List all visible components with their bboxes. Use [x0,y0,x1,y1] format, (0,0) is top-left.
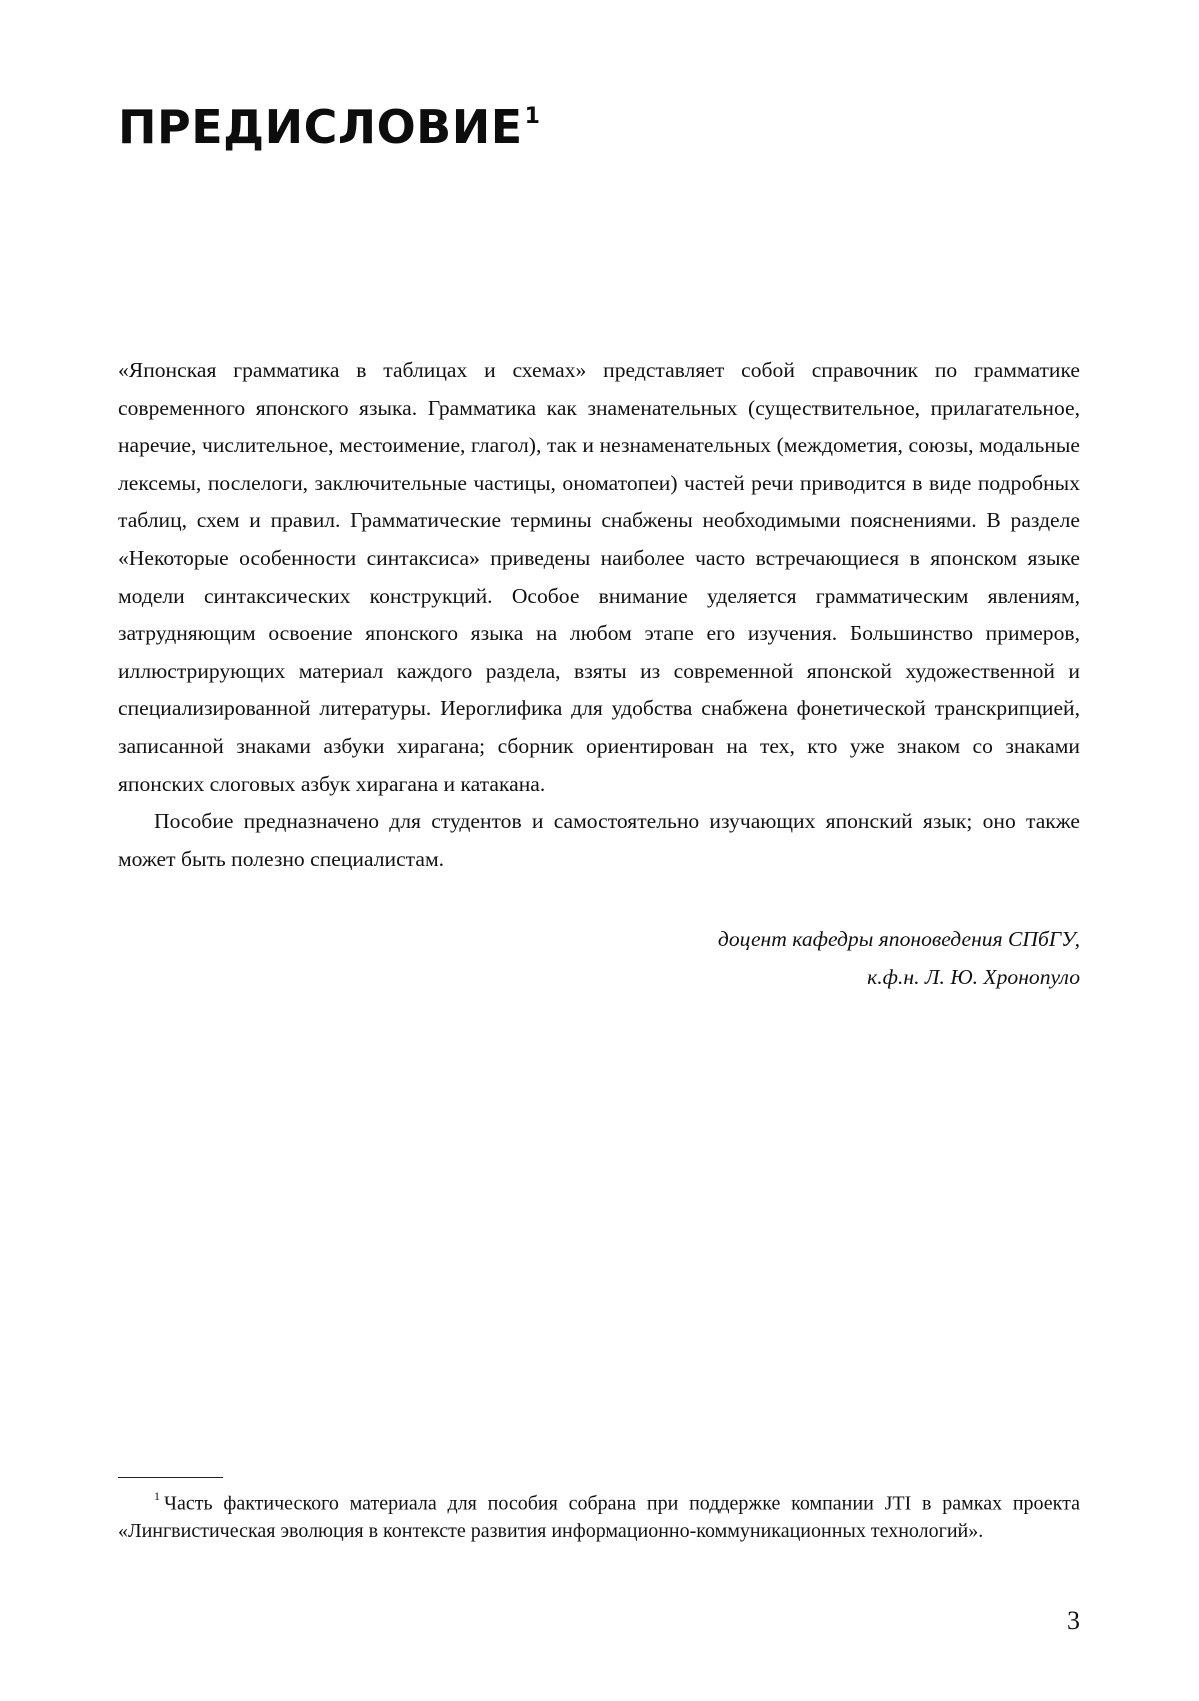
footnote-reference: 1 [524,103,541,129]
preface-paragraph-1: «Японская грамматика в таблицах и схемах» представляет собой справочник по грамматике современного японского языка. Грамматика как знаменательных (существительное, прилагательное, наречие, числительное, местоимение, глагол), так и незнаменательных (междометия, союзы, модальные лексемы, послелоги, заключительные частицы, ономатопеи) частей речи приводится в виде подробных таблиц, схем и правил. Грамматические термины снабжены необходимыми пояснениями. В разделе «Некоторые особенности синтаксиса» приведены наиболее часто встречающиеся в японском языке модели синтаксических конструкций. Особое внимание уделяется грамматическим явлениям, затрудняющим освоение японского языка на любом этапе его изучения. Большинство примеров, иллюстрирующих материал каждого раздела, взяты из современной японской художественной и специализированной литературы. Иероглифика для удобства снабжена фонетической транскрипцией, записанной знаками азбуки хирагана; сборник ориентирован на тех, кто уже знаком со знаками японских слоговых азбук хирагана и катакана. [118,358,1080,796]
footnote-text: Часть фактического материала для пособия собрана при поддержке компании JTI в рамках проекта «Лингвистическая эволюция в контексте развития информационно-коммуникационных технологий». [118,1492,1080,1543]
page-title [118,100,541,154]
footnote [118,1485,1080,1546]
preface-paragraph-2: Пособие предназначено для студентов и самостоятельно изучающих японский язык; оно также может быть полезно специалистам. [118,809,1080,871]
footnote-mark: 1 [154,1489,160,1503]
footnote-divider [118,1477,223,1478]
preface-body [118,352,1080,878]
author-signature [718,921,1080,996]
author-name: к.ф.н. Л. Ю. Хронопуло [867,964,1080,989]
author-position: доцент кафедры японоведения СПбГУ, [717,927,1080,951]
page-number: 3 [1067,1606,1080,1635]
page-title-text: ПРЕДИСЛОВИЕ [118,100,523,154]
